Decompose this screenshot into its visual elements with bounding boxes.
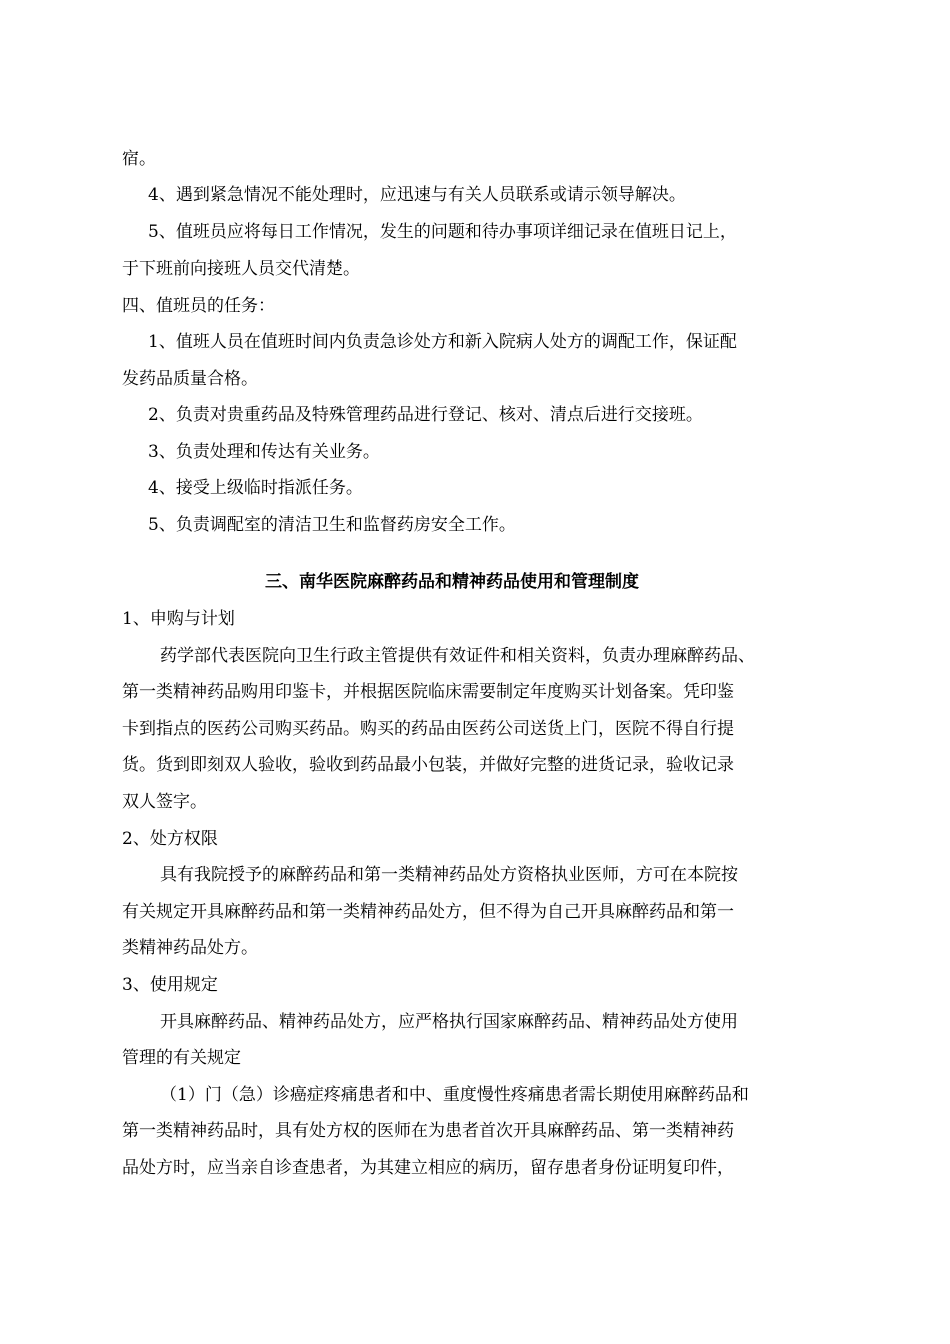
text-line: 双人签字。 xyxy=(122,792,207,812)
text-line: 1、值班人员在值班时间内负责急诊处方和新入院病人处方的调配工作，保证配 xyxy=(148,332,737,352)
text-line: 品处方时，应当亲自诊查患者，为其建立相应的病历，留存患者身份证明复印件， xyxy=(122,1158,734,1178)
text-line: 第一类精神药品时，具有处方权的医师在为患者首次开具麻醉药品、第一类精神药 xyxy=(122,1121,734,1141)
text-line: 于下班前向接班人员交代清楚。 xyxy=(122,259,360,279)
text-line: 5、负责调配室的清洁卫生和监督药房安全工作。 xyxy=(148,515,516,535)
text-line: 开具麻醉药品、精神药品处方，应严格执行国家麻醉药品、精神药品处方使用 xyxy=(160,1012,738,1032)
text-line: 类精神药品处方。 xyxy=(122,938,258,958)
text-line: 4、遇到紧急情况不能处理时，应迅速与有关人员联系或请示领导解决。 xyxy=(148,185,686,205)
page-title: 三、南华医院麻醉药品和精神药品使用和管理制度 xyxy=(265,572,639,592)
text-line: 宿。 xyxy=(122,149,156,169)
text-line: 3、负责处理和传达有关业务。 xyxy=(148,442,380,462)
text-line: 4、接受上级临时指派任务。 xyxy=(148,478,363,498)
text-line: 管理的有关规定 xyxy=(122,1048,241,1068)
text-line: 5、值班员应将每日工作情况，发生的问题和待办事项详细记录在值班日记上， xyxy=(148,222,737,242)
section-heading: 四、值班员的任务： xyxy=(122,296,275,316)
text-line: （1）门（急）诊癌症疼痛患者和中、重度慢性疼痛患者需长期使用麻醉药品和 xyxy=(160,1085,749,1105)
section-heading: 2、处方权限 xyxy=(122,829,218,849)
section-heading: 3、使用规定 xyxy=(122,975,218,995)
text-line: 具有我院授予的麻醉药品和第一类精神药品处方资格执业医师，方可在本院按 xyxy=(160,865,738,885)
text-line: 发药品质量合格。 xyxy=(122,369,258,389)
text-line: 第一类精神药品购用印鉴卡，并根据医院临床需要制定年度购买计划备案。凭印鉴 xyxy=(122,682,734,702)
section-heading: 1、申购与计划 xyxy=(122,609,235,629)
text-line: 药学部代表医院向卫生行政主管提供有效证件和相关资料，负责办理麻醉药品、 xyxy=(160,646,755,666)
text-line: 2、负责对贵重药品及特殊管理药品进行登记、核对、清点后进行交接班。 xyxy=(148,405,703,425)
text-line: 有关规定开具麻醉药品和第一类精神药品处方，但不得为自己开具麻醉药品和第一 xyxy=(122,902,734,922)
text-line: 货。货到即刻双人验收，验收到药品最小包装，并做好完整的进货记录，验收记录 xyxy=(122,755,734,775)
text-line: 卡到指点的医药公司购买药品。购买的药品由医药公司送货上门，医院不得自行提 xyxy=(122,719,734,739)
